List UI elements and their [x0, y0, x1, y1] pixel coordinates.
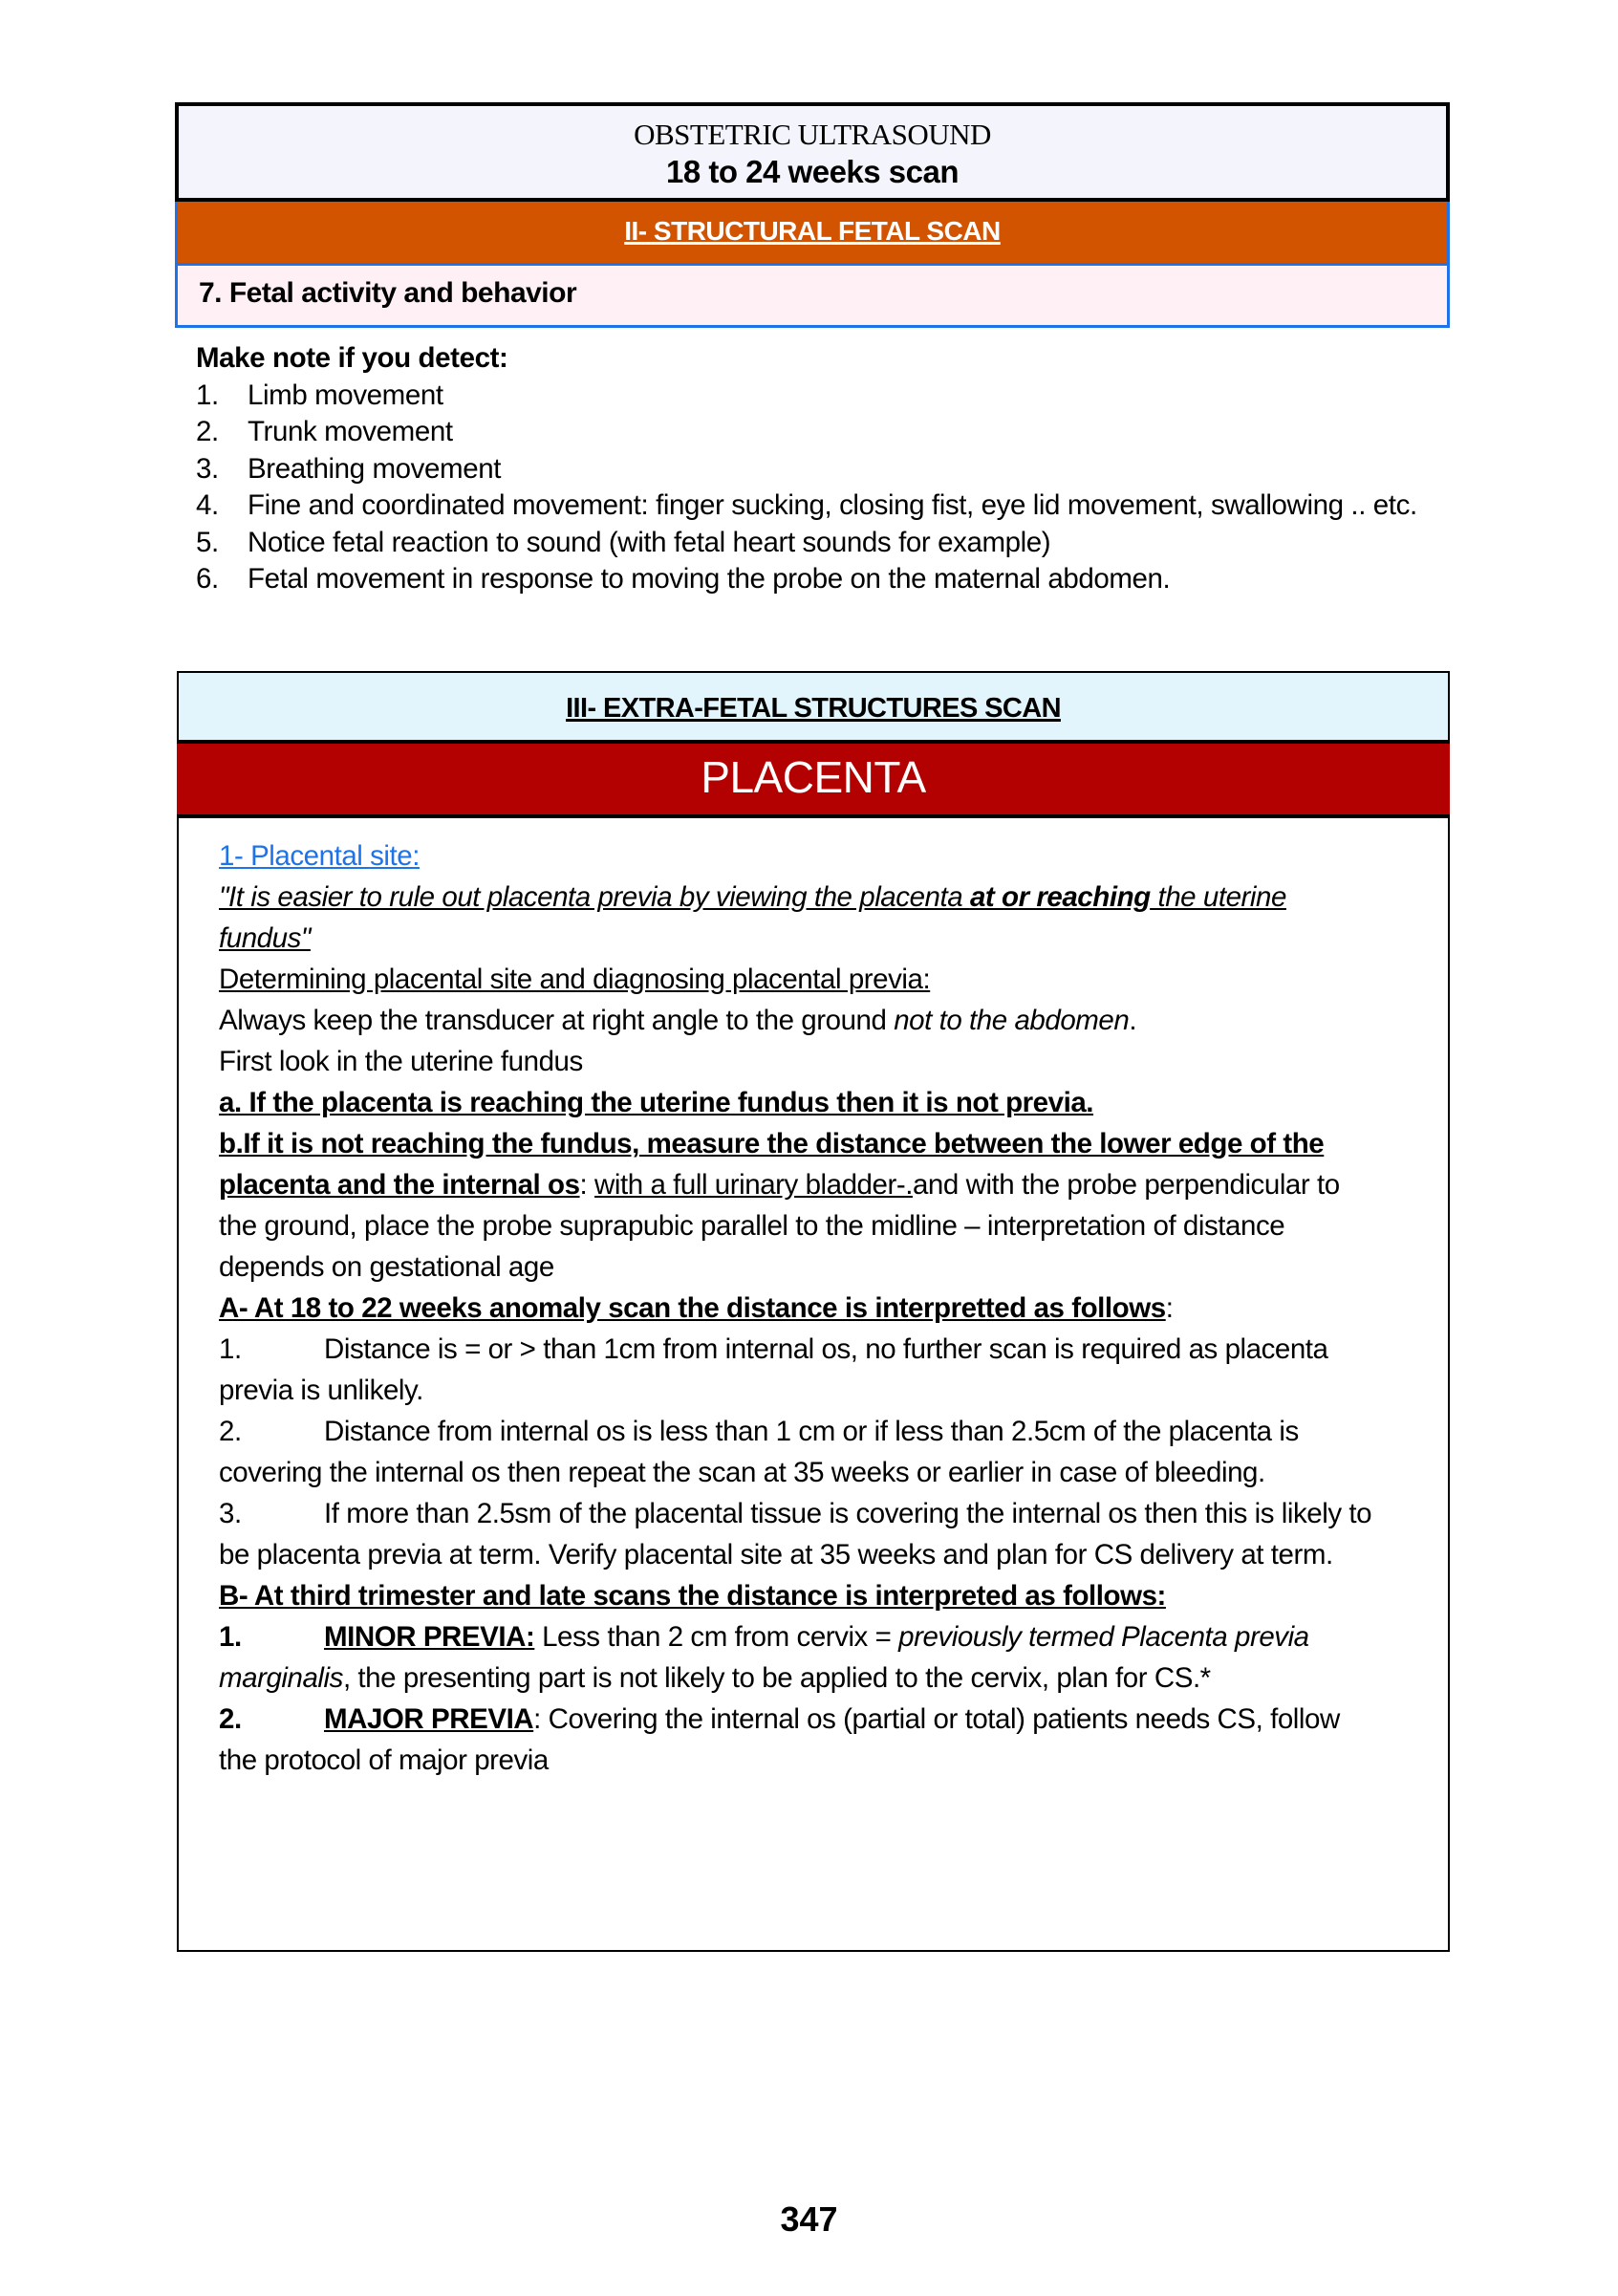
detect-list [196, 340, 1429, 598]
section-b-heading: B- At third trimester and late scans the distance is interpreted as follows: [219, 1580, 1166, 1612]
placenta-banner [177, 740, 1450, 818]
section-a-item: 1. Distance is = or > than 1cm from internal os, no further scan is required as placenta previa is unlikely. [219, 1333, 1328, 1406]
list-number: 3. [196, 452, 219, 485]
extra-section-title: III- EXTRA-FETAL STRUCTURES SCAN [566, 693, 1061, 724]
header-box [175, 102, 1450, 328]
minor-previa: 1. MINOR PREVIA: Less than 2 cm from cervix = previously termed Placenta previa marginalis, the presenting part is not likely to be applied to the cervix, plan for CS.* [219, 1621, 1309, 1694]
list-number: 5. [196, 526, 219, 558]
section-a-item: 3. If more than 2.5sm of the placental tissue is covering the internal os then this is likely to be placenta previa at term. Verify placental site at 35 weeks and plan for CS delivery at term. [219, 1498, 1372, 1570]
section-a-heading: A- At 18 to 22 weeks anomaly scan the distance is interpretted as follows: [219, 1292, 1174, 1324]
page-number: 347 [780, 2199, 838, 2239]
subsection-title: 7. Fetal activity and behavior [178, 263, 1447, 325]
list-number: 4. [196, 489, 219, 521]
list-number: 1. [196, 379, 219, 411]
title-cell [175, 102, 1450, 202]
placental-site-heading: 1- Placental site: [219, 840, 420, 872]
list-text: Limb movement [248, 379, 443, 411]
section-banner [178, 202, 1447, 263]
placenta-title: PLACENTA [701, 752, 926, 802]
quote: "It is easier to rule out placenta previa by viewing the placenta at or reaching the uterine fundus" [219, 881, 1286, 954]
determining-heading: Determining placental site and diagnosing placental previa: [219, 964, 931, 995]
list-item [196, 487, 1429, 525]
list-text: Trunk movement [248, 416, 453, 447]
list-item [196, 414, 1429, 451]
extra-section-header [179, 673, 1448, 740]
list-item [196, 525, 1429, 562]
detect-heading: Make note if you detect: [196, 342, 508, 374]
point-a: a. If the placenta is reaching the uterine fundus then it is not previa. [219, 1087, 1094, 1118]
point-b: b.If it is not reaching the fundus, measure the distance between the lower edge of the placenta and the internal os: with a full urinary bladder-.and with the probe perpendicular to the ground, place the probe suprapubic parallel to the midline – interpretation of distance depends on gestational age [219, 1128, 1340, 1283]
list-number: 6. [196, 563, 219, 595]
section-frame [175, 202, 1450, 328]
list-item [196, 378, 1429, 415]
page-subtitle: 18 to 24 weeks scan [665, 154, 960, 189]
always-text: Always keep the transducer at right angle to the ground not to the abdomen. [219, 1005, 1137, 1036]
list-text: Fine and coordinated movement: finger sucking, closing fist, eye lid movement, swallowing .. etc. [248, 489, 1417, 521]
list-text: Fetal movement in response to moving the probe on the maternal abdomen. [248, 563, 1171, 595]
list-item [196, 451, 1429, 488]
list-text: Breathing movement [248, 452, 501, 485]
section-title: II- STRUCTURAL FETAL SCAN [624, 216, 1001, 246]
placenta-content [179, 818, 1385, 1781]
extra-fetal-box [177, 671, 1450, 1952]
page-title: OBSTETRIC ULTRASOUND [634, 118, 991, 151]
first-look-text: First look in the uterine fundus [219, 1046, 583, 1077]
list-text: Notice fetal reaction to sound (with fetal heart sounds for example) [248, 526, 1051, 558]
section-a-item: 2. Distance from internal os is less than 1 cm or if less than 2.5cm of the placenta is covering the internal os then repeat the scan at 35 weeks or earlier in case of bleeding. [219, 1416, 1299, 1488]
list-item [196, 561, 1429, 598]
major-previa: 2. MAJOR PREVIA: Covering the internal os (partial or total) patients needs CS, follow the protocol of major previa [219, 1703, 1340, 1776]
list-number: 2. [196, 416, 219, 447]
